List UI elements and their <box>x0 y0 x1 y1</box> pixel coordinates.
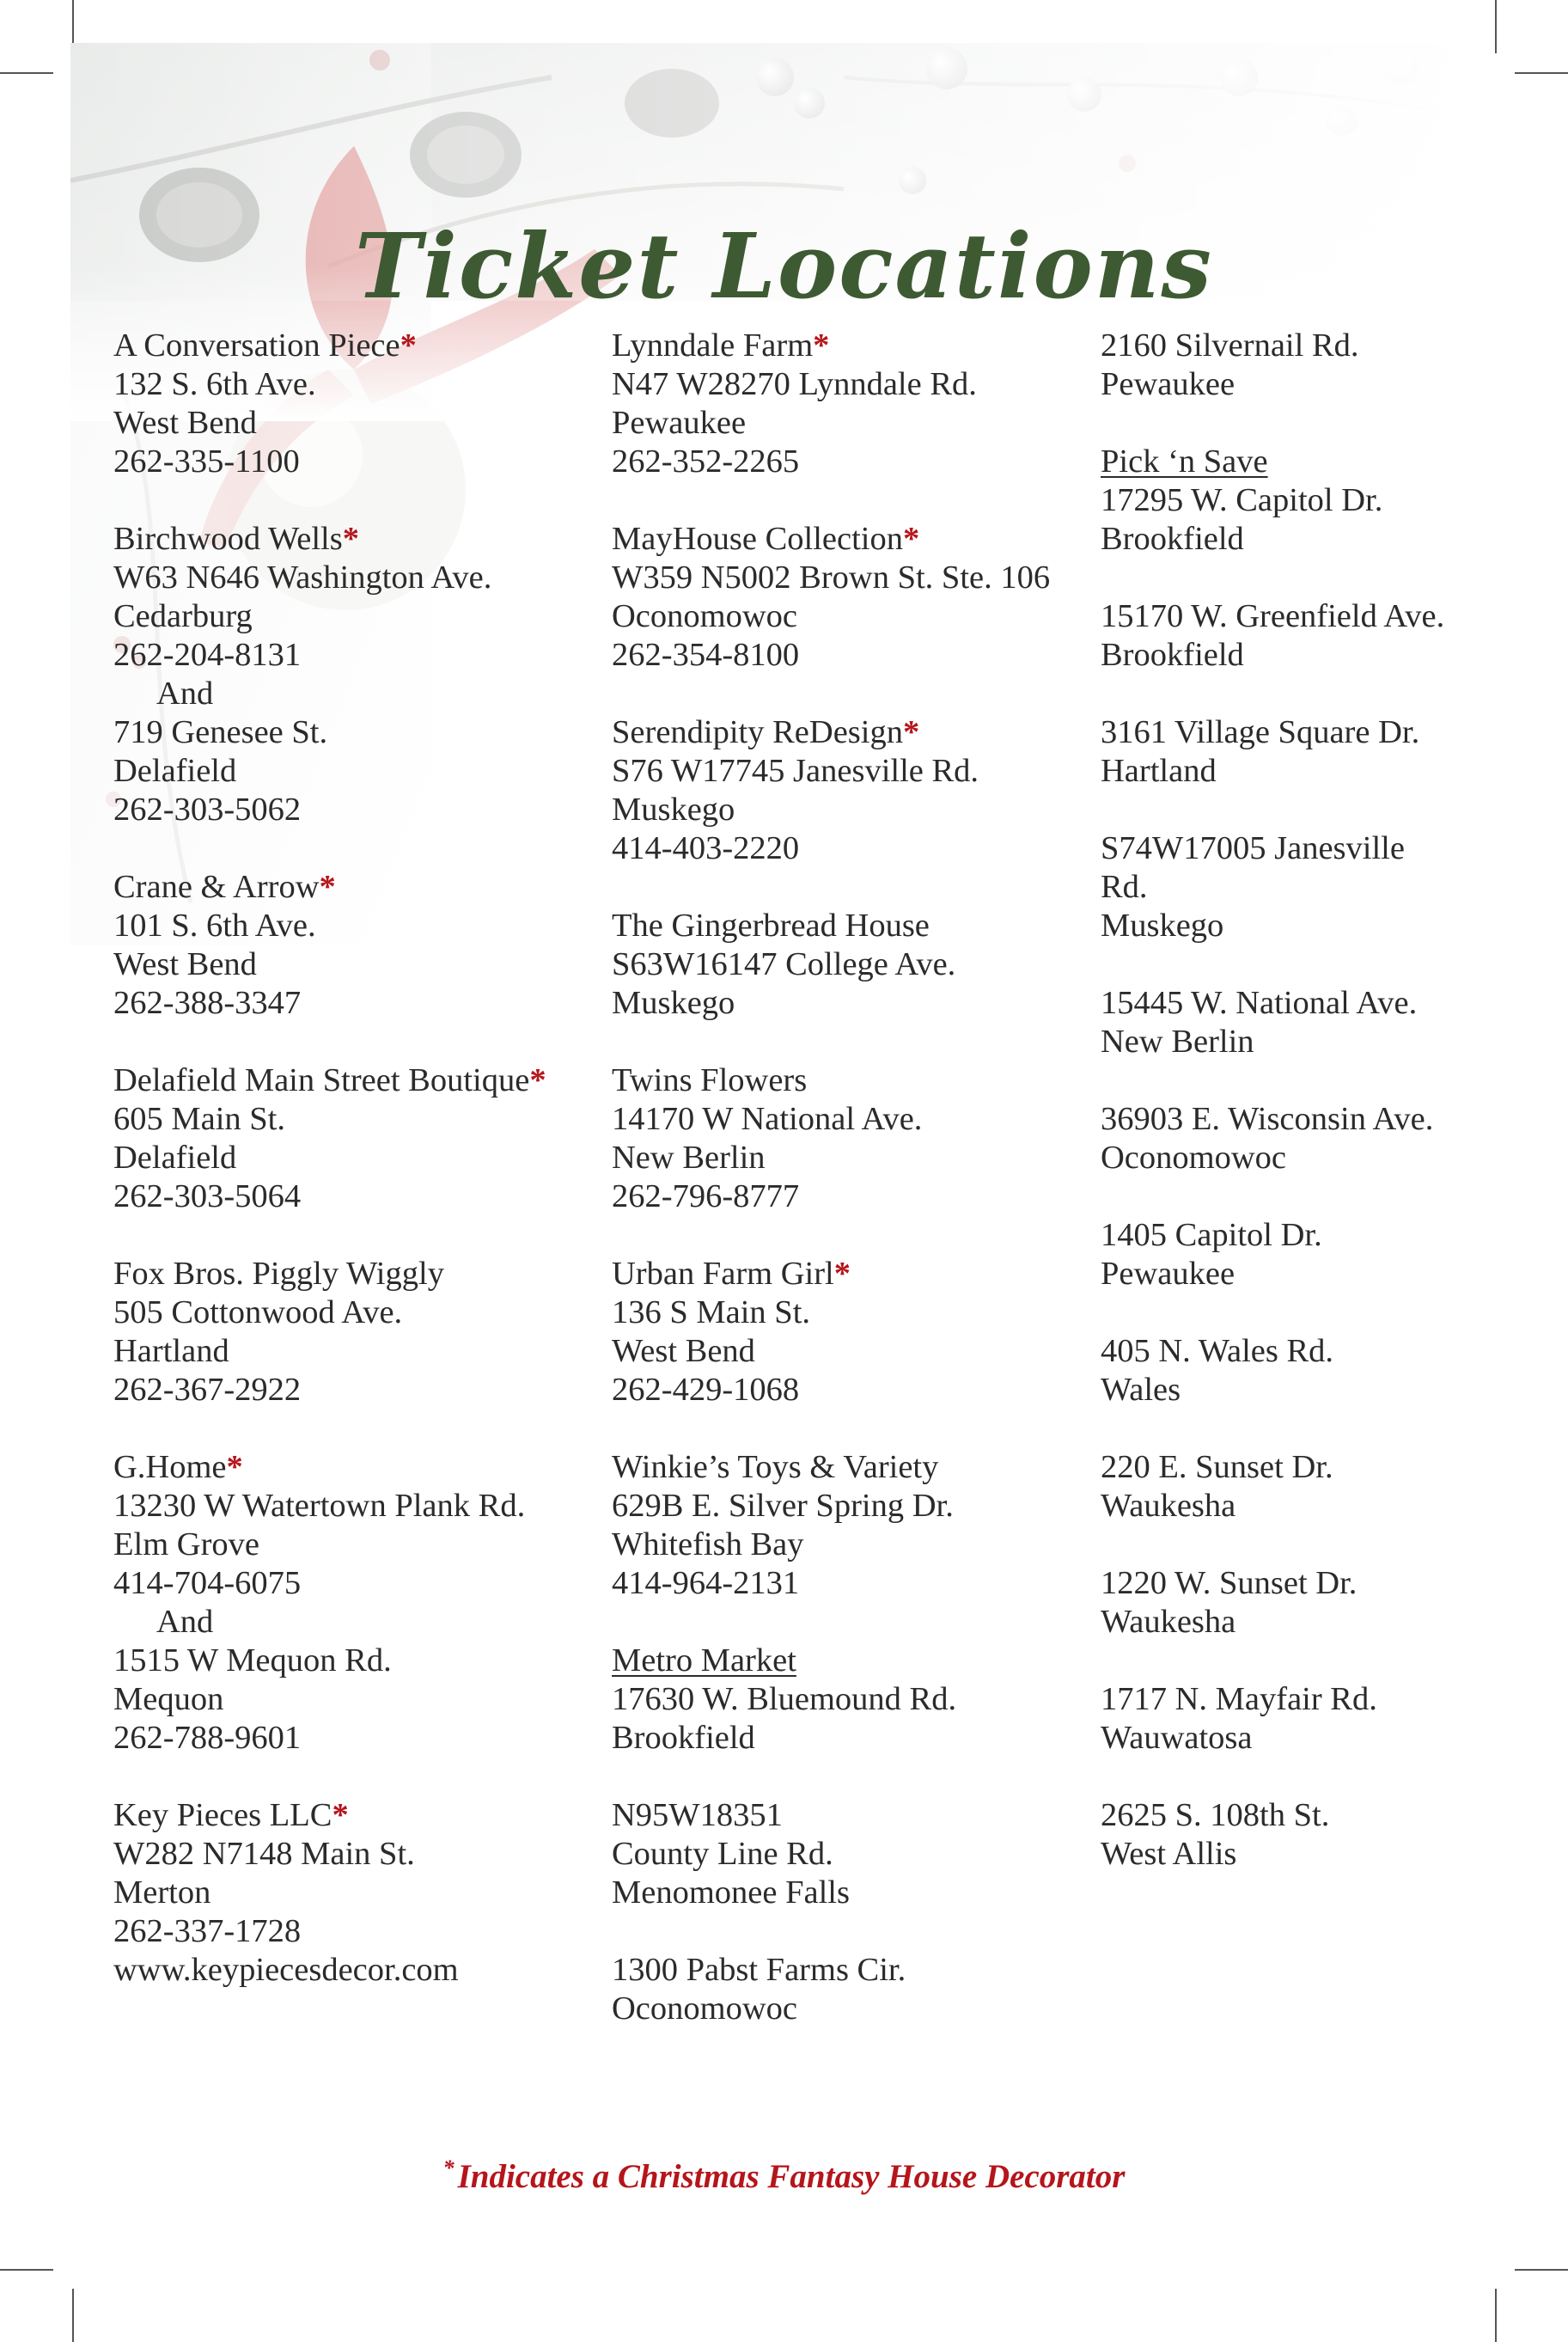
address-line: West Allis <box>1101 1836 1237 1872</box>
decorator-asterisk: * <box>400 327 417 364</box>
address-line: 15445 W. National Ave. <box>1101 985 1418 1021</box>
address-line: Brookfield <box>1101 521 1244 557</box>
address-line: Brookfield <box>612 1720 755 1756</box>
address-line: Muskego <box>612 985 735 1021</box>
address-line: Muskego <box>1101 908 1224 944</box>
address-line: 36903 E. Wisconsin Ave. <box>1101 1101 1434 1137</box>
location-entry <box>113 520 546 829</box>
address-line: Oconomowoc <box>612 1990 797 2027</box>
address-line: W359 N5002 Brown St. Ste. 106 <box>612 560 1051 596</box>
and-separator: And <box>156 1604 214 1640</box>
location-entry <box>1101 327 1444 404</box>
address-line: Elm Grove <box>113 1526 259 1562</box>
decorator-footnote <box>0 2155 1568 2196</box>
address-line: Muskego <box>612 792 735 828</box>
address-line: 262-367-2922 <box>113 1372 302 1408</box>
location-entry <box>113 1796 546 1990</box>
address-line: 3161 Village Square Dr. <box>1101 714 1420 750</box>
address-line: www.keypiecesdecor.com <box>113 1952 459 1988</box>
address-line: 262-204-8131 <box>113 637 302 673</box>
address-line: 414-964-2131 <box>612 1565 800 1601</box>
address-line: County Line Rd. <box>612 1836 833 1872</box>
decorator-asterisk: * <box>529 1062 546 1098</box>
location-name <box>612 327 1050 365</box>
crop-mark <box>0 72 53 74</box>
footnote-asterisk: * <box>442 2155 455 2180</box>
location-entry <box>1101 829 1444 945</box>
address-line: 262-354-8100 <box>612 637 800 673</box>
address-line: 262-388-3347 <box>113 985 302 1021</box>
location-name-text: Key Pieces LLC <box>113 1797 333 1833</box>
location-name <box>113 1255 546 1293</box>
address-line: 1717 N. Mayfair Rd. <box>1101 1681 1377 1717</box>
location-name <box>113 1796 546 1835</box>
address-line: 2625 S. 108th St. <box>1101 1797 1330 1833</box>
address-line: 17630 W. Bluemound Rd. <box>612 1681 957 1717</box>
decorator-asterisk: * <box>226 1449 243 1485</box>
address-line: 262-352-2265 <box>612 443 800 480</box>
location-name <box>612 1061 1050 1100</box>
location-entry <box>1101 1796 1444 1874</box>
location-name-text: Delafield Main Street Boutique <box>113 1062 530 1098</box>
location-name-text: Urban Farm Girl <box>612 1256 834 1292</box>
and-separator: And <box>156 676 214 712</box>
address-line: 2160 Silvernail Rd. <box>1101 327 1359 364</box>
location-entry <box>113 1448 546 1758</box>
address-line: 262-303-5062 <box>113 792 302 828</box>
locations-column-2 <box>612 327 1050 2067</box>
address-line: Pewaukee <box>612 405 747 441</box>
address-line: W63 N646 Washington Ave. <box>113 560 492 596</box>
location-name-text: MayHouse Collection <box>612 521 903 557</box>
address-line: 132 S. 6th Ave. <box>113 366 316 402</box>
location-entry <box>1101 984 1444 1061</box>
address-line: West Bend <box>612 1333 755 1369</box>
location-entry <box>1101 1448 1444 1526</box>
location-entry <box>612 327 1050 481</box>
address-line: 262-429-1068 <box>612 1372 800 1408</box>
address-line: 414-403-2220 <box>612 830 800 866</box>
store-chain-heading <box>1101 443 1444 481</box>
location-entry <box>113 327 546 481</box>
address-line: 505 Cottonwood Ave. <box>113 1294 403 1330</box>
address-line: 262-796-8777 <box>612 1178 800 1214</box>
decorator-asterisk: * <box>902 714 920 750</box>
address-line: Mequon <box>113 1681 224 1717</box>
address-line: 14170 W National Ave. <box>612 1101 923 1137</box>
address-line: 414-704-6075 <box>113 1565 302 1601</box>
location-name-text: The Gingerbread House <box>612 908 930 944</box>
address-line: S76 W17745 Janesville Rd. <box>612 753 979 789</box>
location-name-text: Lynndale Farm <box>612 327 814 364</box>
location-name <box>113 327 546 365</box>
address-line: N47 W28270 Lynndale Rd. <box>612 366 977 402</box>
address-line: Oconomowoc <box>1101 1140 1286 1176</box>
location-name-text: Birchwood Wells <box>113 521 343 557</box>
location-name-text: Serendipity ReDesign <box>612 714 903 750</box>
address-line: Cedarburg <box>113 598 253 634</box>
location-entry <box>612 713 1050 868</box>
address-line: 262-335-1100 <box>113 443 300 480</box>
location-name-text: Pick ‘n Save <box>1101 443 1268 480</box>
location-entry <box>113 1061 546 1216</box>
address-line: S63W16147 College Ave. <box>612 946 956 982</box>
location-name-text: Metro Market <box>612 1642 796 1679</box>
address-line: Waukesha <box>1101 1488 1236 1524</box>
location-entry <box>1101 713 1444 791</box>
address-line: New Berlin <box>612 1140 766 1176</box>
locations-column-1 <box>113 327 546 2028</box>
address-line: 405 N. Wales Rd. <box>1101 1333 1334 1369</box>
address-line: 1405 Capitol Dr. <box>1101 1217 1322 1253</box>
address-line: 101 S. 6th Ave. <box>113 908 316 944</box>
location-entry <box>612 1255 1050 1409</box>
location-name <box>612 907 1050 945</box>
address-line: 719 Genesee St. <box>113 714 328 750</box>
address-line: Oconomowoc <box>612 598 797 634</box>
location-entry <box>113 1255 546 1409</box>
address-line: W282 N7148 Main St. <box>113 1836 415 1872</box>
location-name <box>113 1061 546 1100</box>
location-name <box>612 520 1050 559</box>
address-line: 1220 W. Sunset Dr. <box>1101 1565 1358 1601</box>
crop-mark <box>1515 2269 1568 2271</box>
address-line: Rd. <box>1101 869 1148 905</box>
address-line: Merton <box>113 1874 211 1911</box>
address-line: S74W17005 Janesville <box>1101 830 1405 866</box>
location-name <box>113 520 546 559</box>
address-line: Whitefish Bay <box>612 1526 804 1562</box>
crop-mark <box>72 2289 74 2342</box>
location-entry <box>1101 1332 1444 1409</box>
address-line: Brookfield <box>1101 637 1244 673</box>
address-line: West Bend <box>113 405 257 441</box>
crop-mark <box>1515 72 1568 74</box>
location-name-text: Crane & Arrow <box>113 869 320 905</box>
location-name <box>612 1448 1050 1487</box>
location-name-text: A Conversation Piece <box>113 327 400 364</box>
address-line: Hartland <box>1101 753 1217 789</box>
address-line: 629B E. Silver Spring Dr. <box>612 1488 954 1524</box>
address-line: 15170 W. Greenfield Ave. <box>1101 598 1445 634</box>
address-line: New Berlin <box>1101 1024 1254 1060</box>
address-line: 1300 Pabst Farms Cir. <box>612 1952 906 1988</box>
location-entry <box>1101 1564 1444 1642</box>
address-line: 1515 W Mequon Rd. <box>113 1642 392 1679</box>
location-entry <box>612 520 1050 675</box>
location-name-text: G.Home <box>113 1449 227 1485</box>
location-name <box>612 713 1050 752</box>
location-entry <box>612 1061 1050 1216</box>
decorator-asterisk: * <box>319 869 336 905</box>
decorator-asterisk: * <box>332 1797 349 1833</box>
decorator-asterisk: * <box>902 521 920 557</box>
footnote-text: Indicates a Christmas Fantasy House Decorator <box>457 2158 1126 2195</box>
location-entry <box>1101 1216 1444 1293</box>
address-line: Delafield <box>113 1140 237 1176</box>
location-entry <box>612 1796 1050 1912</box>
address-line: 262-788-9601 <box>113 1720 302 1756</box>
address-line: 17295 W. Capitol Dr. <box>1101 482 1383 518</box>
address-line: 262-303-5064 <box>113 1178 302 1214</box>
crop-mark <box>1495 2289 1497 2342</box>
address-line: 13230 W Watertown Plank Rd. <box>113 1488 526 1524</box>
address-line: Wales <box>1101 1372 1181 1408</box>
location-name <box>612 1255 1050 1293</box>
address-line: N95W18351 <box>612 1797 783 1833</box>
location-entry <box>113 868 546 1023</box>
location-entry <box>612 1951 1050 2028</box>
location-entry <box>612 907 1050 1023</box>
decorator-asterisk: * <box>342 521 359 557</box>
decorator-asterisk: * <box>813 327 830 364</box>
address-line: Waukesha <box>1101 1604 1236 1640</box>
address-line: West Bend <box>113 946 257 982</box>
address-line: 220 E. Sunset Dr. <box>1101 1449 1333 1485</box>
location-entry <box>612 1448 1050 1603</box>
location-entry <box>1101 443 1444 559</box>
location-name-text: Twins Flowers <box>612 1062 808 1098</box>
decorator-asterisk: * <box>833 1256 851 1292</box>
location-entry <box>1101 1680 1444 1758</box>
address-line: Delafield <box>113 753 237 789</box>
locations-column-3 <box>1101 327 1444 1912</box>
location-entry <box>612 1642 1050 1758</box>
location-name <box>113 1448 546 1487</box>
location-entry <box>1101 597 1444 675</box>
location-name-text: Winkie’s Toys & Variety <box>612 1449 939 1485</box>
page-title: Ticket Locations <box>355 212 1213 319</box>
location-name <box>113 868 546 907</box>
address-line: 136 S Main St. <box>612 1294 811 1330</box>
address-line: Wauwatosa <box>1101 1720 1253 1756</box>
address-line: Pewaukee <box>1101 1256 1235 1292</box>
store-chain-heading <box>612 1642 1050 1680</box>
address-line: Hartland <box>113 1333 229 1369</box>
location-name-text: Fox Bros. Piggly Wiggly <box>113 1256 444 1292</box>
address-line: Pewaukee <box>1101 366 1235 402</box>
address-line: 262-337-1728 <box>113 1913 302 1949</box>
address-line: 605 Main St. <box>113 1101 286 1137</box>
crop-mark <box>1495 0 1497 53</box>
location-entry <box>1101 1100 1444 1177</box>
address-line: Menomonee Falls <box>612 1874 850 1911</box>
crop-mark <box>0 2269 53 2271</box>
